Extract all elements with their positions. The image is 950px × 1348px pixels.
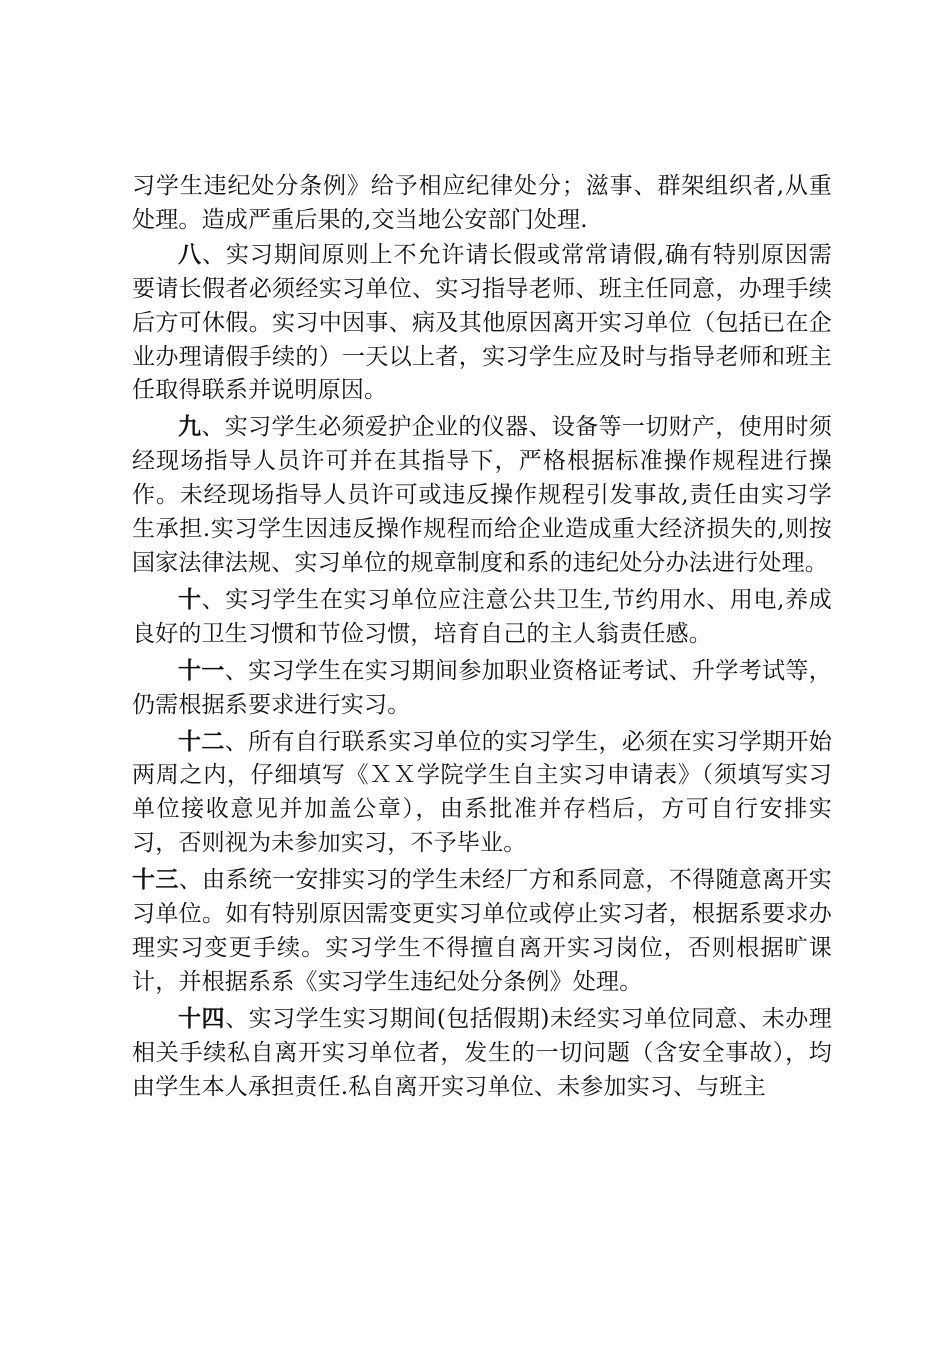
paragraph-number: 十三 <box>132 866 179 894</box>
paragraph-item-10 <box>132 583 832 652</box>
paragraph-text: 、实习学生在实习单位应注意公共卫生,节约用水、用电,养成良好的卫生习惯和节俭习惯，培育自己的主人翁责任感。 <box>132 586 832 647</box>
paragraph-number: 十一 <box>178 656 225 684</box>
paragraph-number: 九 <box>178 413 202 441</box>
paragraph-text: 、实习期间原则上不允许请长假或常常请假,确有特别原因需要请长假者必须经实习单位、实习指导老师、班主任同意，办理手续后方可休假。实习中因事、病及其他原因离开实习单位（包括已在企业办理请假手续的）一天以上者，实习学生应及时与指导老师和班主任取得联系并说明原因。 <box>132 241 832 404</box>
paragraph-text: 习学生违纪处分条例》给予相应纪律处分；滋事、群架组织者,从重处理。造成严重后果的,交当地公安部门处理. <box>132 173 832 233</box>
paragraph-text: 、实习学生必须爱护企业的仪器、设备等一切财产，使用时须经现场指导人员许可并在其指导下，严格根据标准操作规程进行操作。未经现场指导人员许可或违反操作规程引发事故,责任由实习学生承担.实习学生因违反操作规程而给企业造成重大经济损失的,则按国家法律法规、实习单位的规章制度和系的违纪处分办法进行处理。 <box>132 414 833 576</box>
paragraph-number: 八 <box>178 240 202 268</box>
paragraph-text: 、所有自行联系实习单位的实习学生，必须在实习学期开始两周之内，仔细填写《ＸＸ学院学生自主实习申请表》（须填写实习单位接收意见并加盖公章），由系批准并存档后，方可自行安排实习，否则视为未参加实习，不予毕业。 <box>132 728 832 857</box>
paragraph-number: 十 <box>178 585 202 613</box>
paragraph-item-12 <box>132 725 832 862</box>
paragraph-text: 、由系统一安排实习的学生未经厂方和系同意，不得随意离开实习单位。如有特别原因需变更实习单位或停止实习者，根据系要求办理实习变更手续。实习学生不得擅自离开实习岗位，否则根据旷课计，并根据系系《实习学生违纪处分条例》处理。 <box>132 867 832 995</box>
paragraph-item-14 <box>132 1002 832 1105</box>
paragraph-text: 、实习学生在实习期间参加职业资格证考试、升学考试等，仍需根据系要求进行实习。 <box>132 657 832 718</box>
paragraph-item-8 <box>132 238 832 409</box>
paragraph-item-9 <box>132 410 832 581</box>
paragraph-continuation <box>132 170 832 238</box>
paragraph-text: 、实习学生实习期间(包括假期)未经实习单位同意、未办理相关手续私自离开实习单位者，发生的一切问题（含安全事故），均由学生本人承担责任.私自离开实习单位、未参加实习、与班主 <box>132 1005 832 1100</box>
paragraph-number: 十四 <box>178 1004 226 1032</box>
document-body <box>132 170 832 1104</box>
paragraph-item-13 <box>132 863 832 1000</box>
paragraph-item-11 <box>132 654 832 723</box>
paragraph-number: 十二 <box>178 727 225 755</box>
